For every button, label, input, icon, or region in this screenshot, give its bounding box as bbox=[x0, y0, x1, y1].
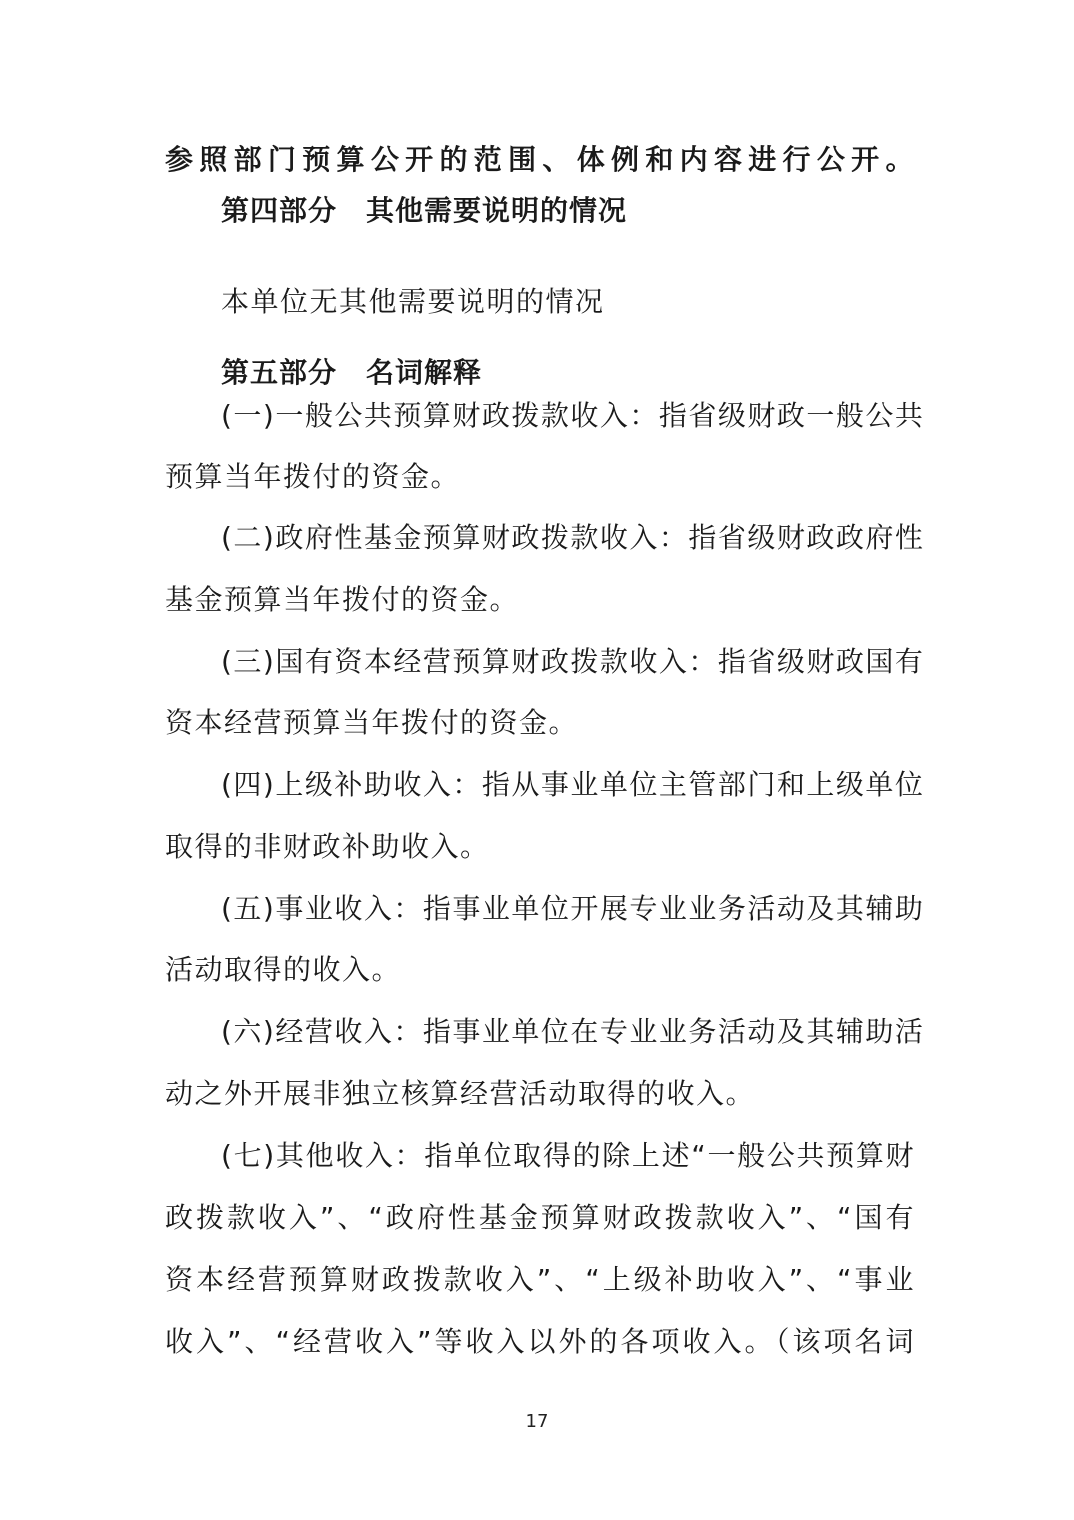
definition-5-line-2: 活动取得的收入。 bbox=[165, 953, 402, 986]
definition-4-line-2: 取得的非财政补助收入。 bbox=[165, 830, 490, 863]
definition-7-line-4: 收入”、“经营收入”等收入以外的各项收入。（该项名词 bbox=[165, 1325, 915, 1358]
definition-5-line-1: (五)事业收入：指事业单位开展专业业务活动及其辅助 bbox=[221, 892, 925, 925]
page-number: 17 bbox=[525, 1411, 549, 1432]
definition-1-line-1: (一)一般公共预算财政拨款收入：指省级财政一般公共 bbox=[221, 399, 925, 432]
definition-2-line-1: (二)政府性基金预算财政拨款收入：指省级财政政府性 bbox=[221, 521, 925, 554]
section-heading-4: 第四部分 其他需要说明的情况 bbox=[221, 194, 628, 227]
definition-7-line-3: 资本经营预算财政拨款收入”、“上级补助收入”、“事业 bbox=[165, 1263, 915, 1296]
definition-1-line-2: 预算当年拨付的资金。 bbox=[165, 460, 461, 493]
definition-6-line-2: 动之外开展非独立核算经营活动取得的收入。 bbox=[165, 1077, 756, 1110]
paragraph-other-notes: 本单位无其他需要说明的情况 bbox=[221, 285, 605, 318]
definition-6-line-1: (六)经营收入：指事业单位在专业业务活动及其辅助活 bbox=[221, 1015, 925, 1048]
definition-2-line-2: 基金预算当年拨付的资金。 bbox=[165, 583, 520, 616]
definition-7-line-2: 政拨款收入”、“政府性基金预算财政拨款收入”、“国有 bbox=[165, 1201, 915, 1234]
definition-3-line-1: (三)国有资本经营预算财政拨款收入：指省级财政国有 bbox=[221, 645, 925, 678]
definition-7-line-1: (七)其他收入：指单位取得的除上述“一般公共预算财 bbox=[221, 1139, 915, 1172]
definition-3-line-2: 资本经营预算当年拨付的资金。 bbox=[165, 706, 579, 739]
text-line: 参照部门预算公开的范围、体例和内容进行公开。 bbox=[165, 143, 915, 176]
section-heading-5: 第五部分 名词解释 bbox=[221, 356, 483, 389]
definition-4-line-1: (四)上级补助收入：指从事业单位主管部门和上级单位 bbox=[221, 768, 925, 801]
